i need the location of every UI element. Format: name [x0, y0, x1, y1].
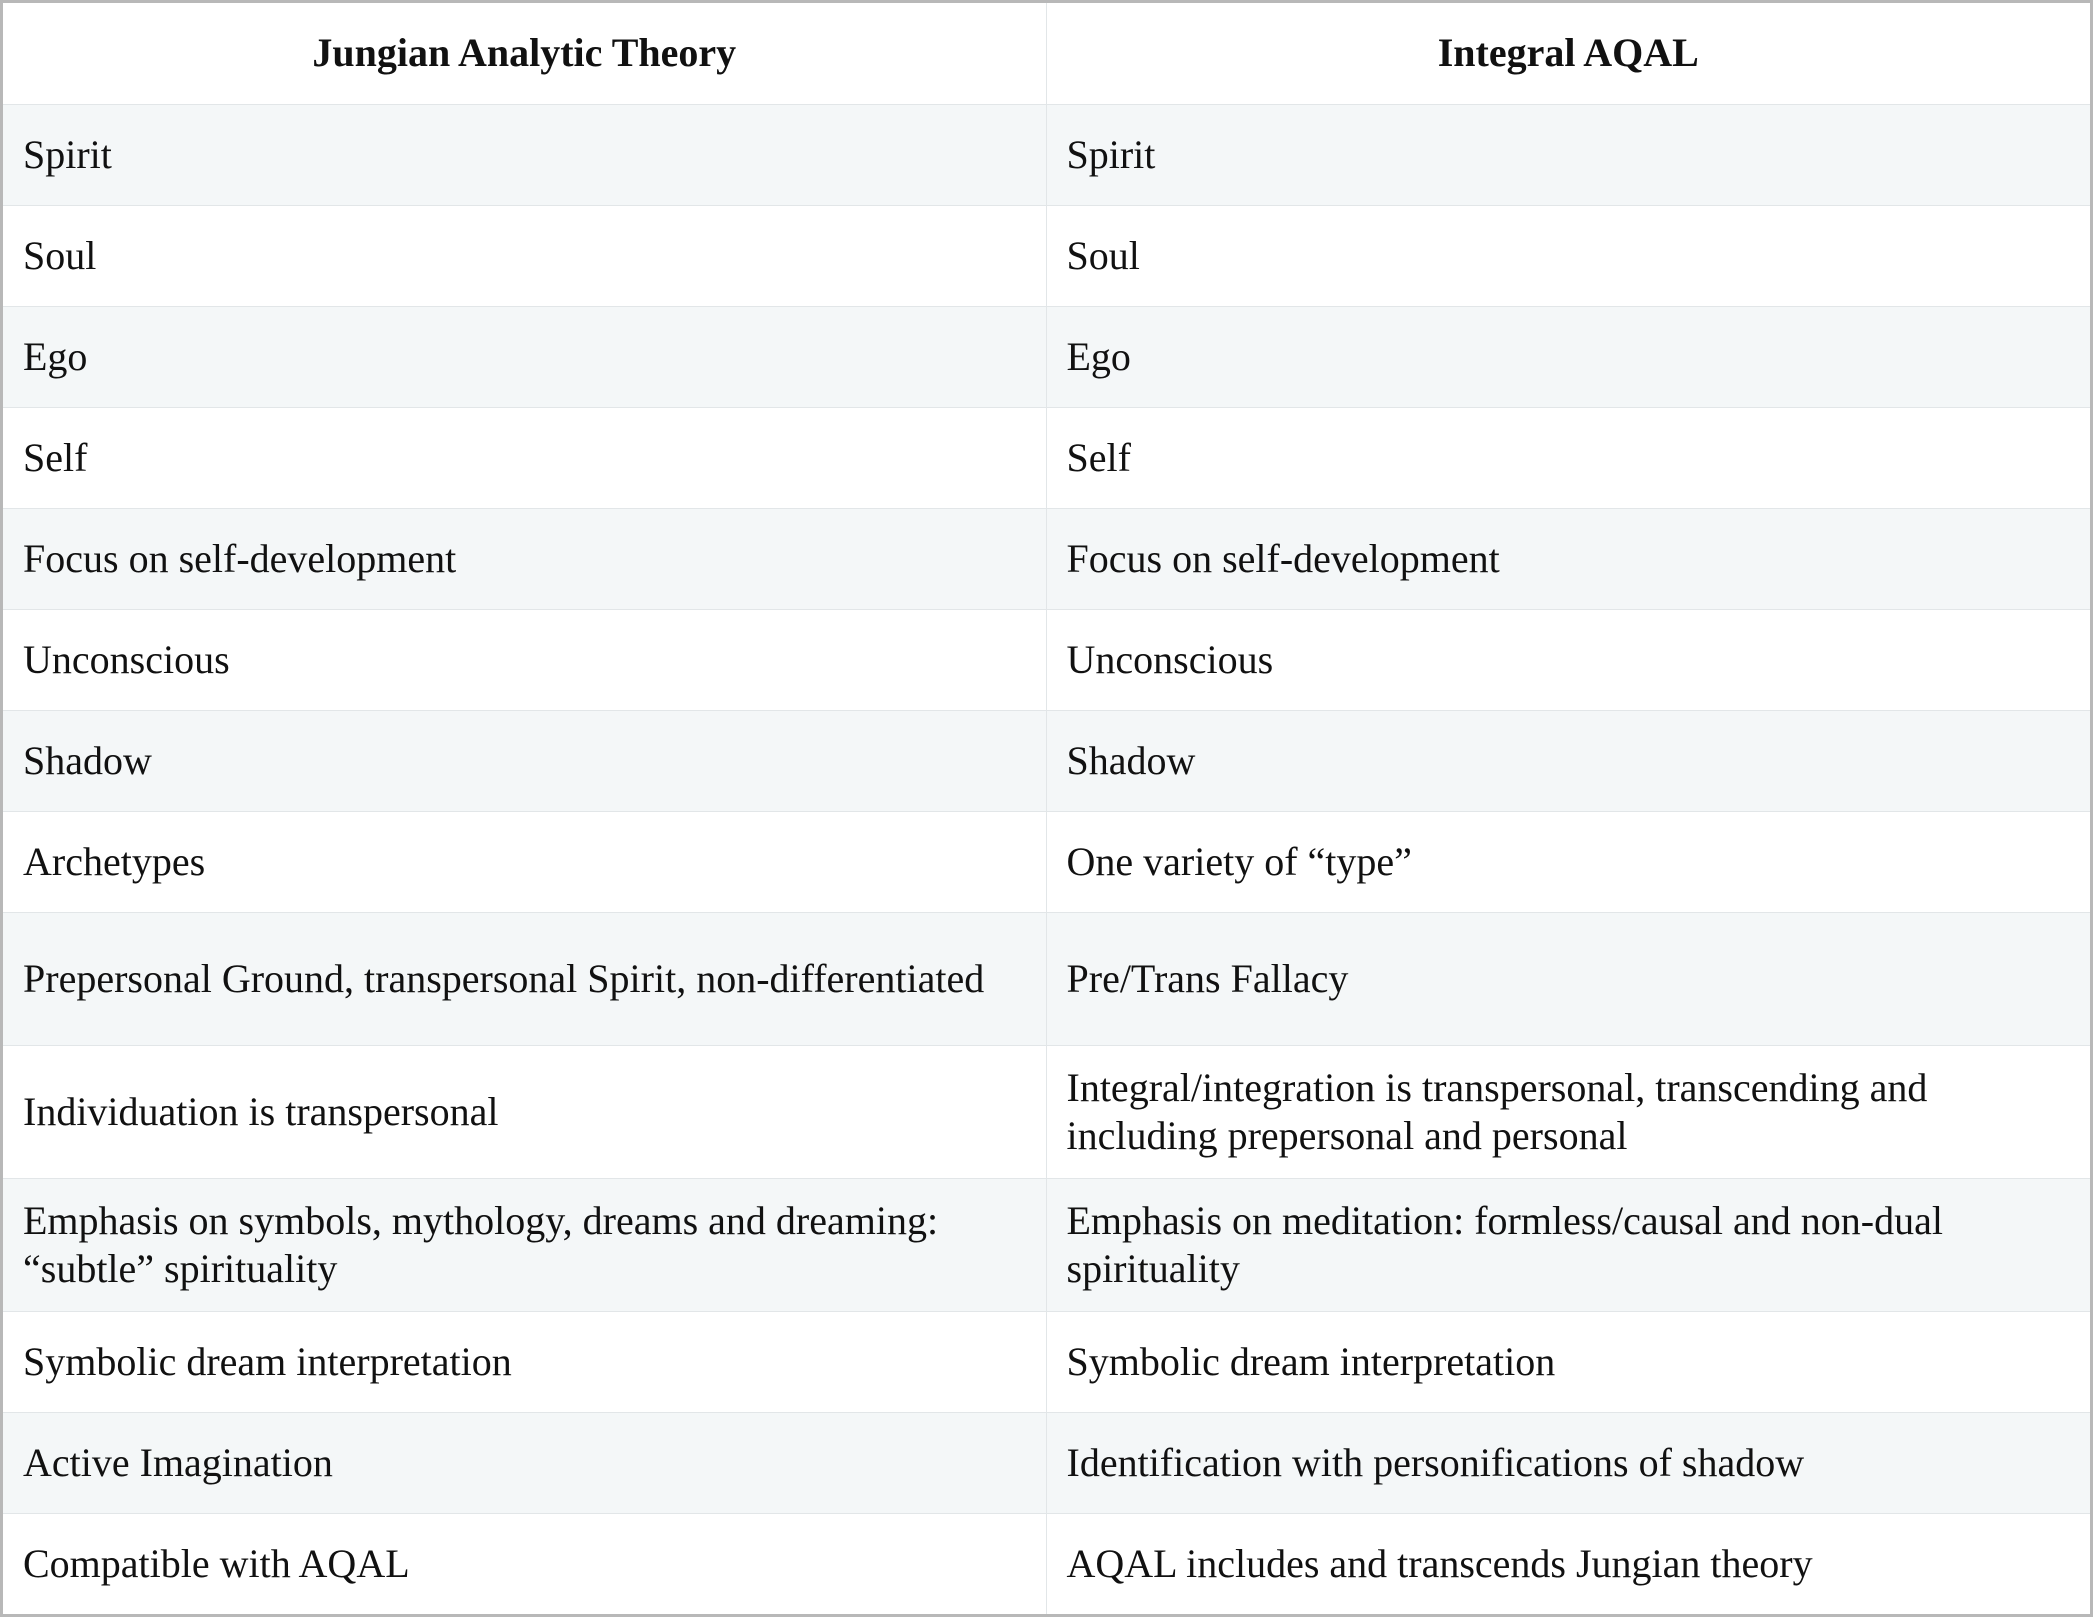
integral-cell: Pre/Trans Fallacy	[1046, 912, 2090, 1045]
table-row	[3, 1178, 2090, 1311]
jungian-cell: Archetypes	[3, 811, 1046, 912]
table-row	[3, 205, 2090, 306]
integral-cell: Soul	[1046, 205, 2090, 306]
integral-cell: Ego	[1046, 306, 2090, 407]
jungian-cell: Focus on self-development	[3, 508, 1046, 609]
integral-cell: Self	[1046, 407, 2090, 508]
integral-cell: Shadow	[1046, 710, 2090, 811]
jungian-cell: Active Imagination	[3, 1412, 1046, 1513]
column-header-integral: Integral AQAL	[1046, 3, 2090, 104]
integral-cell: Focus on self-development	[1046, 508, 2090, 609]
table-row	[3, 104, 2090, 205]
table-row	[3, 811, 2090, 912]
jungian-cell: Emphasis on symbols, mythology, dreams and dreaming: “subtle” spirituality	[3, 1178, 1046, 1311]
table-row	[3, 1311, 2090, 1412]
integral-cell: One variety of “type”	[1046, 811, 2090, 912]
jungian-cell: Soul	[3, 205, 1046, 306]
integral-cell: Spirit	[1046, 104, 2090, 205]
integral-cell: Unconscious	[1046, 609, 2090, 710]
jungian-cell: Ego	[3, 306, 1046, 407]
integral-cell: Identification with personifications of shadow	[1046, 1412, 2090, 1513]
integral-cell: AQAL includes and transcends Jungian theory	[1046, 1513, 2090, 1614]
jungian-cell: Unconscious	[3, 609, 1046, 710]
integral-cell: Integral/integration is transpersonal, transcending and including prepersonal and personal	[1046, 1045, 2090, 1178]
jungian-cell: Individuation is transpersonal	[3, 1045, 1046, 1178]
table-row	[3, 407, 2090, 508]
header-row	[3, 3, 2090, 104]
table-row	[3, 710, 2090, 811]
jungian-cell: Shadow	[3, 710, 1046, 811]
table-row	[3, 1412, 2090, 1513]
integral-cell: Emphasis on meditation: formless/causal and non-dual spirituality	[1046, 1178, 2090, 1311]
table-row	[3, 1045, 2090, 1178]
table-row	[3, 1513, 2090, 1614]
table-row	[3, 508, 2090, 609]
jungian-cell: Spirit	[3, 104, 1046, 205]
jungian-cell: Symbolic dream interpretation	[3, 1311, 1046, 1412]
jungian-cell: Self	[3, 407, 1046, 508]
integral-cell: Symbolic dream interpretation	[1046, 1311, 2090, 1412]
jungian-cell: Compatible with AQAL	[3, 1513, 1046, 1614]
table-row	[3, 609, 2090, 710]
comparison-table	[3, 3, 2090, 1614]
column-header-jungian: Jungian Analytic Theory	[3, 3, 1046, 104]
jungian-cell: Prepersonal Ground, transpersonal Spirit, non-differentiated	[3, 912, 1046, 1045]
table-row	[3, 912, 2090, 1045]
table-row	[3, 306, 2090, 407]
